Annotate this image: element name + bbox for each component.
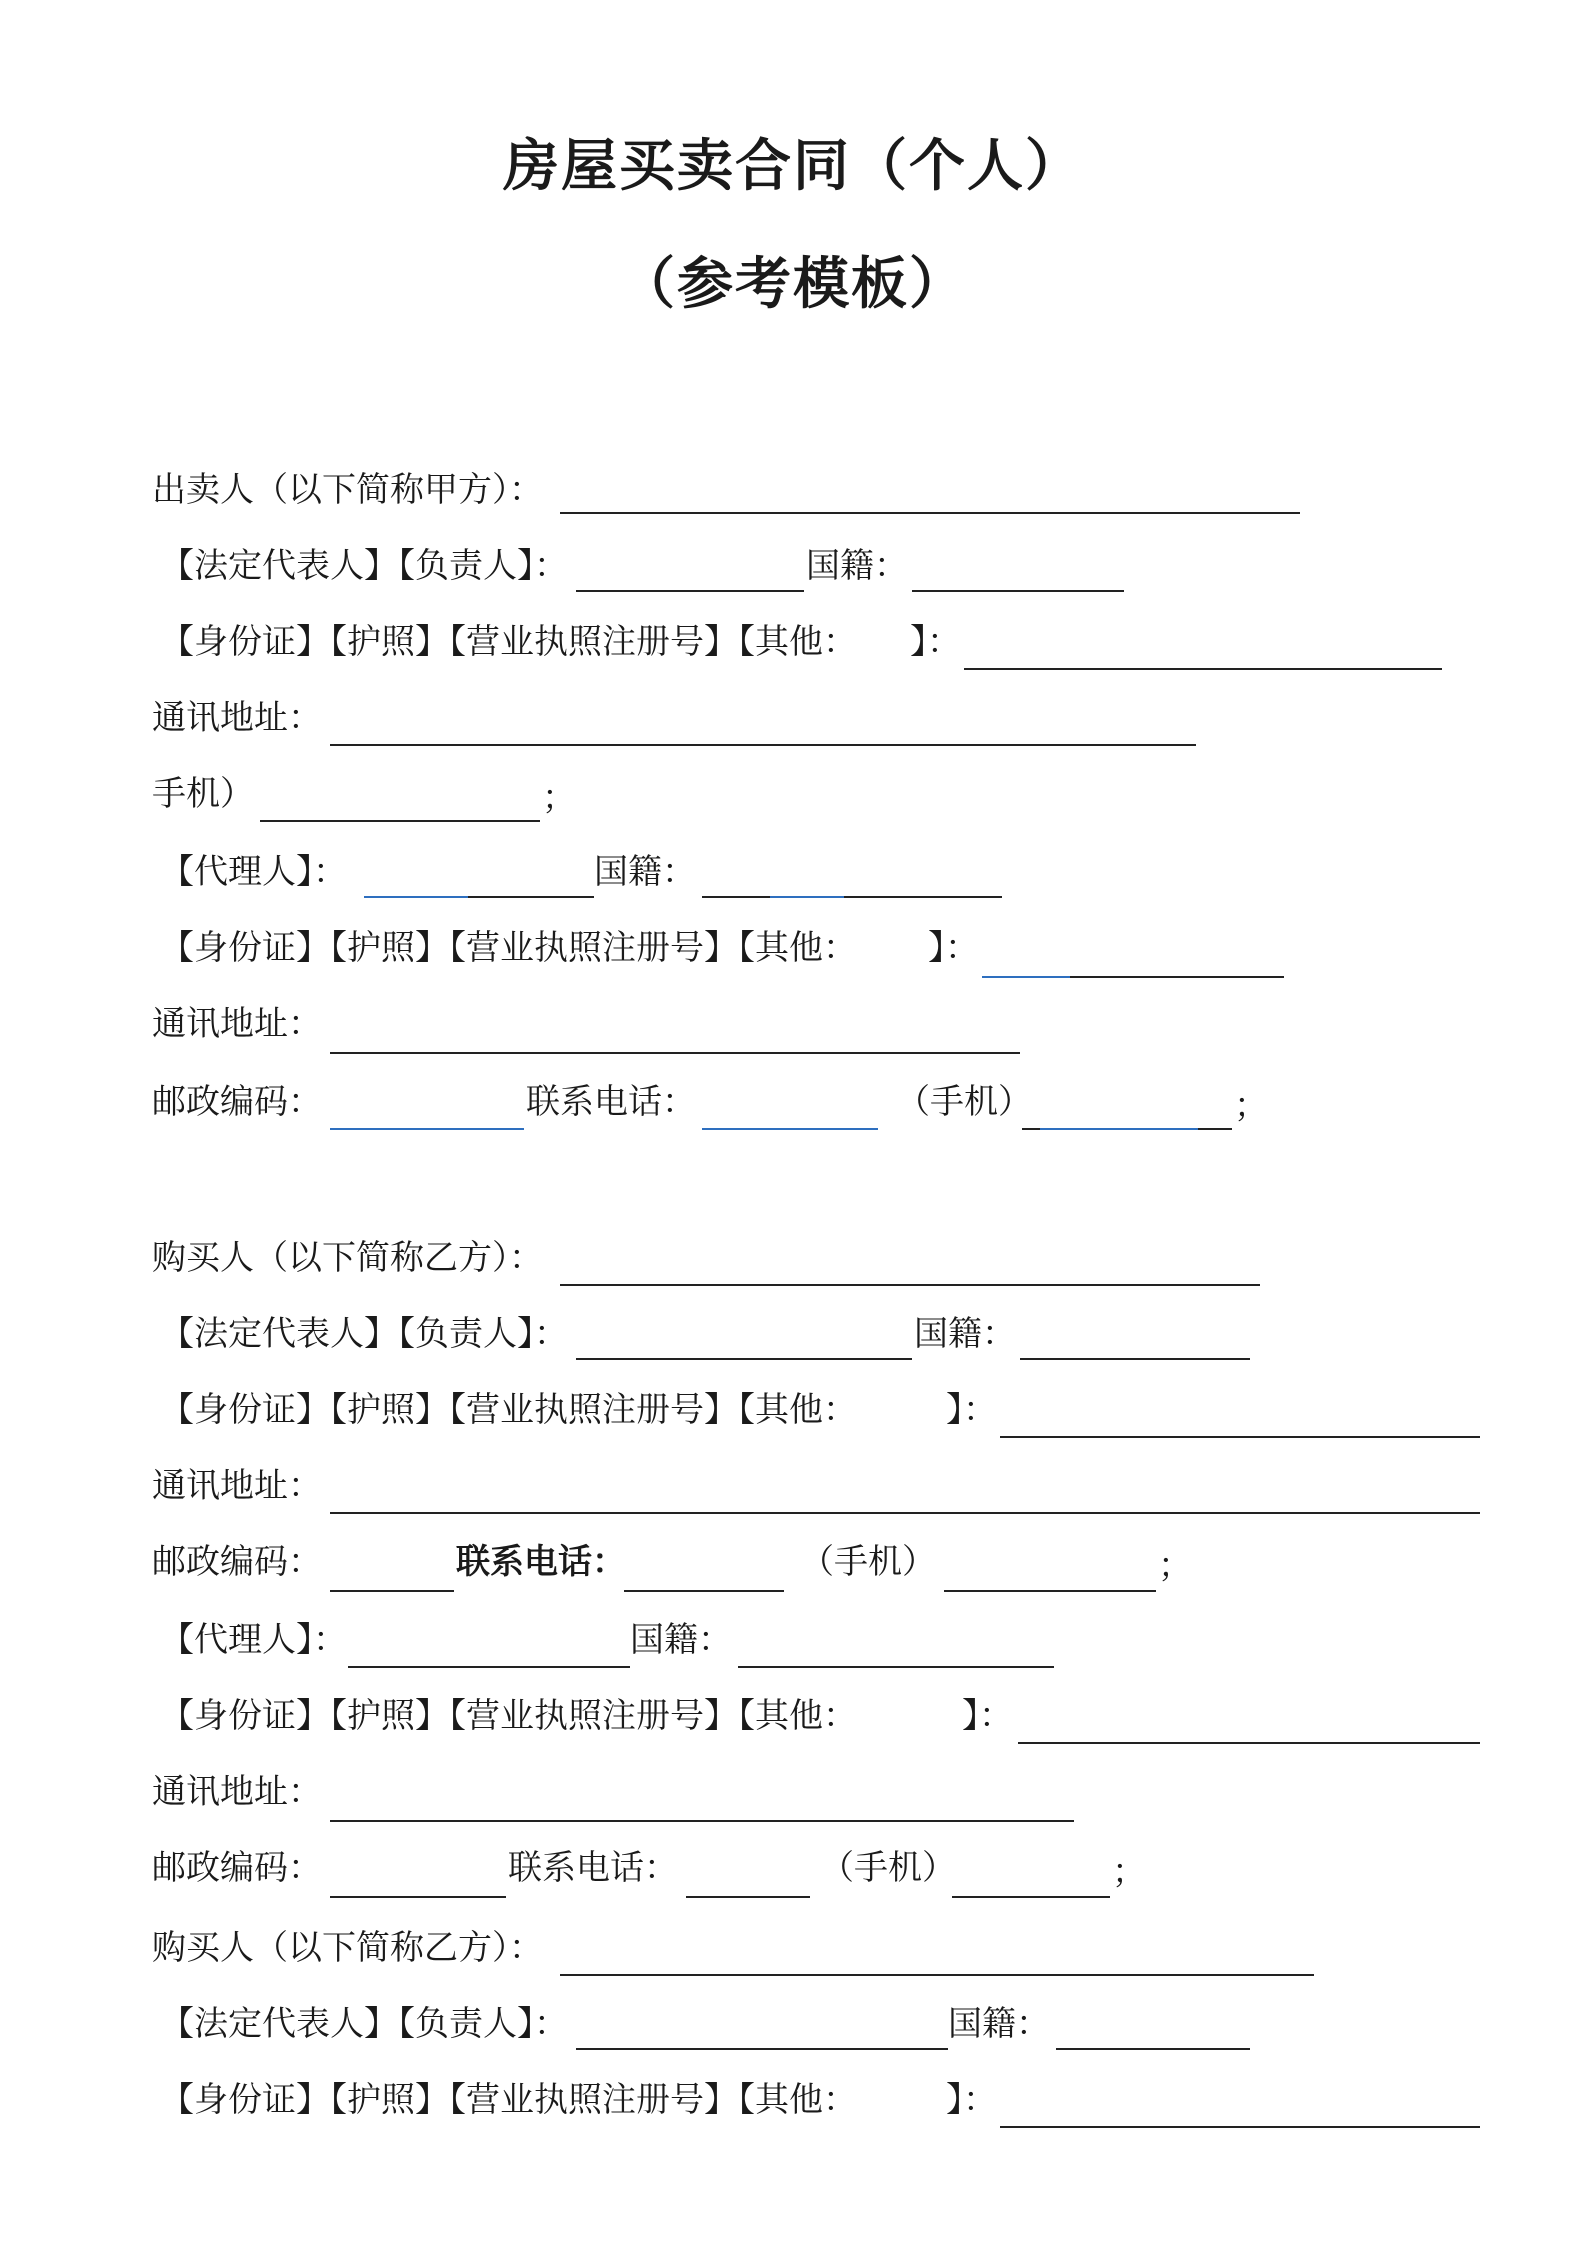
buyer-legal-rep-field[interactable]: [576, 1358, 912, 1360]
buyer-agent-phone-field[interactable]: [686, 1896, 810, 1898]
buyer-mobile-label: （手机）: [800, 1542, 936, 1582]
buyer-agent-postal-field[interactable]: [330, 1896, 506, 1898]
buyer-agent-label: 【代理人】：: [160, 1620, 347, 1660]
seller-legal-rep-field[interactable]: [576, 590, 804, 592]
buyer-agent-mobile-field[interactable]: [952, 1896, 1110, 1898]
buyer-postal-label: 邮政编码：: [152, 1542, 322, 1582]
seller-address-field[interactable]: [330, 744, 1196, 746]
document-title: 房屋买卖合同（个人）: [503, 134, 1083, 199]
buyer2-label: 购买人（以下简称乙方）：: [152, 1928, 543, 1968]
seller-agent-phone-label: 联系电话：: [526, 1082, 696, 1122]
seller-address-label: 通讯地址：: [152, 698, 322, 738]
seller-name-field[interactable]: [560, 512, 1300, 514]
buyer-agent-phone-label: 联系电话：: [508, 1848, 678, 1888]
buyer-address-field[interactable]: [330, 1512, 1480, 1514]
buyer2-id-type-label-end: 】：: [946, 2080, 997, 2120]
buyer-id-number-field[interactable]: [1000, 1436, 1480, 1438]
buyer-mobile-semicolon: ；: [1158, 1546, 1192, 1586]
buyer-legal-rep-label: 【法定代表人】【负责人】：: [160, 1314, 568, 1354]
seller-agent-address-field[interactable]: [330, 1052, 1020, 1054]
seller-agent-phone-field[interactable]: [702, 1128, 878, 1130]
document-subtitle: （参考模板）: [619, 252, 967, 317]
seller-agent-id-highlight: [982, 976, 1070, 978]
buyer-agent-mobile-label: （手机）: [820, 1848, 956, 1888]
buyer-id-type-label: 【身份证】【护照】【营业执照注册号】【其他：: [160, 1390, 857, 1430]
seller-agent-address-label: 通讯地址：: [152, 1004, 322, 1044]
seller-agent-postal-field[interactable]: [330, 1128, 524, 1130]
seller-mobile-semicolon: ；: [542, 778, 576, 818]
buyer-agent-mobile-semicolon: ；: [1112, 1852, 1146, 1892]
seller-legal-rep-label: 【法定代表人】【负责人】：: [160, 546, 568, 586]
seller-agent-postal-label: 邮政编码：: [152, 1082, 322, 1122]
seller-label: 出卖人（以下简称甲方）：: [152, 470, 543, 510]
buyer-address-label: 通讯地址：: [152, 1466, 322, 1506]
seller-mobile-field[interactable]: [260, 820, 540, 822]
buyer-phone-label: 联系电话：: [456, 1542, 626, 1582]
buyer2-name-field[interactable]: [560, 1974, 1314, 1976]
buyer-postal-field[interactable]: [330, 1590, 454, 1592]
seller-agent-field-highlight: [364, 896, 468, 898]
buyer2-id-type-label: 【身份证】【护照】【营业执照注册号】【其他：: [160, 2080, 857, 2120]
seller-id-type-label: 【身份证】【护照】【营业执照注册号】【其他：: [160, 622, 857, 662]
buyer-agent-id-type-label-end: 】：: [962, 1696, 1013, 1736]
buyer2-nationality-label: 国籍：: [948, 2004, 1050, 2044]
buyer-phone-field[interactable]: [624, 1590, 784, 1592]
buyer-agent-postal-label: 邮政编码：: [152, 1848, 322, 1888]
buyer-name-field[interactable]: [560, 1284, 1260, 1286]
seller-id-type-label-end: 】：: [910, 622, 961, 662]
buyer2-legal-rep-label: 【法定代表人】【负责人】：: [160, 2004, 568, 2044]
buyer-id-type-label-end: 】：: [946, 1390, 997, 1430]
seller-agent-id-type-label: 【身份证】【护照】【营业执照注册号】【其他：: [160, 928, 857, 968]
buyer-agent-field[interactable]: [348, 1666, 630, 1668]
seller-agent-nationality-label: 国籍：: [594, 852, 696, 892]
buyer-agent-nationality-field[interactable]: [738, 1666, 1054, 1668]
seller-agent-mobile-highlight: [1040, 1128, 1198, 1130]
buyer-agent-nationality-label: 国籍：: [630, 1620, 732, 1660]
seller-mobile-label: 手机）: [152, 774, 254, 814]
buyer-agent-id-number-field[interactable]: [1018, 1742, 1480, 1744]
seller-agent-label: 【代理人】：: [160, 852, 347, 892]
seller-agent-mobile-semicolon: ；: [1234, 1086, 1268, 1126]
seller-agent-nationality-highlight: [770, 896, 844, 898]
buyer-agent-id-type-label: 【身份证】【护照】【营业执照注册号】【其他：: [160, 1696, 857, 1736]
buyer-mobile-field[interactable]: [944, 1590, 1156, 1592]
buyer2-id-number-field[interactable]: [1000, 2126, 1480, 2128]
buyer-agent-address-label: 通讯地址：: [152, 1772, 322, 1812]
buyer2-nationality-field[interactable]: [1056, 2048, 1250, 2050]
seller-agent-id-type-label-end: 】：: [928, 928, 979, 968]
buyer-nationality-field[interactable]: [1020, 1358, 1250, 1360]
seller-agent-mobile-label: （手机）: [896, 1082, 1032, 1122]
seller-nationality-field[interactable]: [912, 590, 1124, 592]
buyer-label: 购买人（以下简称乙方）：: [152, 1238, 543, 1278]
buyer2-legal-rep-field[interactable]: [576, 2048, 948, 2050]
buyer-agent-address-field[interactable]: [330, 1820, 1074, 1822]
seller-id-number-field[interactable]: [964, 668, 1442, 670]
buyer-nationality-label: 国籍：: [914, 1314, 1016, 1354]
seller-nationality-label: 国籍：: [806, 546, 908, 586]
seller-agent-nationality-field[interactable]: [702, 896, 1002, 898]
